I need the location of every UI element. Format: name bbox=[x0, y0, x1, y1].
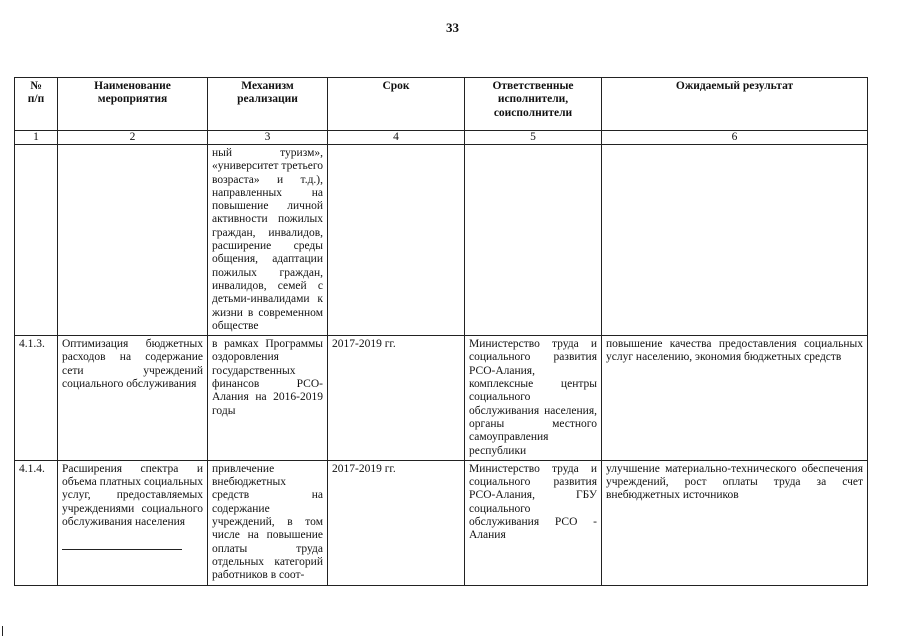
table-row bbox=[15, 460, 868, 585]
measure-term: 2017-2019 гг. bbox=[328, 460, 465, 585]
measure-responsible: Министерство труда и социального развития РСО-Алания, ГБУ социального обслуживания РСО - Алания bbox=[465, 460, 602, 585]
underline-mark bbox=[62, 549, 182, 550]
header-name: Наименование мероприятия bbox=[58, 78, 208, 131]
row-number: 4.1.3. bbox=[15, 336, 58, 461]
row-number: 4.1.4. bbox=[15, 460, 58, 585]
measure-name: Оптимизация бюджетных расходов на содержание сети учреждений социального обслуживания bbox=[58, 336, 208, 461]
column-number-row bbox=[15, 131, 868, 145]
header-mechanism: Механизм реализации bbox=[208, 78, 328, 131]
measure-result: повышение качества предоставления социальных услуг населению, экономия бюджетных средств bbox=[602, 336, 868, 461]
table-row bbox=[15, 336, 868, 461]
measures-table bbox=[14, 77, 868, 586]
column-number: 2 bbox=[58, 131, 208, 145]
measure-term bbox=[328, 145, 465, 336]
measure-term: 2017-2019 гг. bbox=[328, 336, 465, 461]
measure-result bbox=[602, 145, 868, 336]
header-term: Срок bbox=[328, 78, 465, 131]
header-row bbox=[15, 78, 868, 131]
measure-responsible bbox=[465, 145, 602, 336]
measure-mechanism: ный туризм», «университет третьего возраста» и т.д.), направленных на повышение личной активности пожилых граждан, инвалидов, расширение среды общения, адаптации пожилых граждан, инвалидов, семей с детьми-инвалидами к жизни в современном обществе bbox=[208, 145, 328, 336]
header-result: Ожидаемый результат bbox=[602, 78, 868, 131]
measure-name bbox=[58, 145, 208, 336]
header-num: № п/п bbox=[15, 78, 58, 131]
measure-mechanism: в рамках Программы оздоровления государственных финансов РСО-Алания на 2016-2019 годы bbox=[208, 336, 328, 461]
scan-edge-mark bbox=[2, 626, 3, 636]
measure-name bbox=[58, 460, 208, 585]
column-number: 6 bbox=[602, 131, 868, 145]
measure-mechanism: привлечение внебюджетных средств на содержание учреждений, в том числе на повышение оплаты труда отдельных категорий работников в соот- bbox=[208, 460, 328, 585]
column-number: 4 bbox=[328, 131, 465, 145]
measure-name-text: Расширения спектра и объема платных социальных услуг, предоставляемых учреждениями социального обслуживания населения bbox=[62, 462, 203, 529]
measure-result: улучшение материально-технического обеспечения учреждений, рост оплаты труда за счет внебюджетных источников bbox=[602, 460, 868, 585]
table-row bbox=[15, 145, 868, 336]
measure-responsible: Министерство труда и социального развития РСО-Алания, комплексные центры социального обслуживания населения, органы местного самоуправления республики bbox=[465, 336, 602, 461]
row-number bbox=[15, 145, 58, 336]
column-number: 5 bbox=[465, 131, 602, 145]
page-number: 33 bbox=[446, 20, 459, 35]
column-number: 3 bbox=[208, 131, 328, 145]
header-responsible: Ответственные исполнители, соисполнители bbox=[465, 78, 602, 131]
column-number: 1 bbox=[15, 131, 58, 145]
